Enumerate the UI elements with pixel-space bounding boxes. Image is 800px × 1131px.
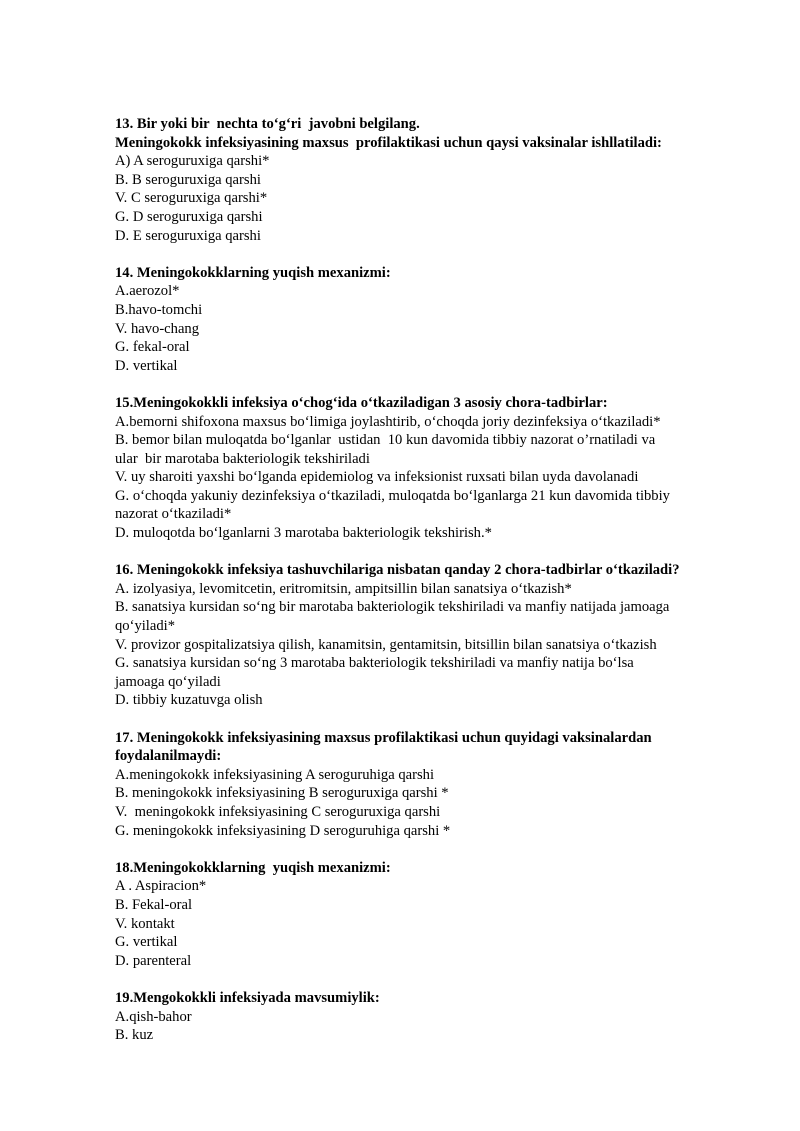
answer-option: D. E seroguruxiga qarshi [115,227,261,244]
answer-option: V. provizor gospitalizatsiya qilish, kanamitsin, gentamitsin, bitsillin bilan sanatsiya o‘tkazish [115,636,657,653]
question-title: 18.Meningokokklarning yuqish mexanizmi: [115,859,391,876]
question-15 [115,394,745,543]
answer-option: V. meningokokk infeksiyasining C seroguruxiga qarshi [115,803,441,820]
answer-option: D. parenteral [115,952,192,969]
answer-option: B. meningokokk infeksiyasining B seroguruxiga qarshi * [115,785,449,802]
answer-option: G. D seroguruxiga qarshi [115,208,263,225]
question-14 [115,264,745,376]
answer-option: G. fekal-oral [115,339,190,356]
answer-option: A.meningokokk infeksiyasining A seroguruhiga qarshi [115,766,434,783]
question-title: 13. Bir yoki bir nechta to‘g‘ri javobni belgilang. [115,116,420,132]
question-title: 14. Meningokokklarning yuqish mexanizmi: [115,264,391,281]
answer-option: B. sanatsiya kursidan so‘ng bir marotaba bakteriologik tekshiriladi va manfiy natijada jamoaga [115,599,670,616]
question-19 [115,989,745,1045]
answer-option: D. tibbiy kuzatuvga olish [115,692,263,709]
answer-option: G. vertikal [115,934,178,951]
answer-option: B. B seroguruxiga qarshi [115,171,261,188]
answer-option: V. uy sharoiti yaxshi bo‘lganda epidemiolog va infeksionist ruxsati bilan uyda davolanadi [115,469,639,486]
question-18 [115,859,745,971]
answer-option: V. C seroguruxiga qarshi* [115,190,268,207]
question-title: 19.Mengokokkli infeksiyada mavsumiylik: [115,989,380,1006]
question-title: 16. Meningokokk infeksiya tashuvchilariga nisbatan qanday 2 chora-tadbirlar o‘tkaziladi? [115,562,680,579]
answer-option: G. sanatsiya kursidan so‘ng 3 marotaba bakteriologik tekshiriladi va manfiy natija bo‘lsa [115,655,634,672]
answer-option: G. o‘choqda yakuniy dezinfeksiya o‘tkaziladi, muloqatda bo‘lganlarga 21 kun davomida tibbiy [115,487,670,504]
answer-option: A.aerozol* [115,283,180,300]
answer-option: qo‘yiladi* [115,618,175,635]
answer-option: ular bir marotaba bakteriologik tekshiriladi [115,450,370,467]
answer-option: V. kontakt [115,915,175,932]
question-16 [115,561,745,710]
question-title: 17. Meningokokk infeksiyasining maxsus profilaktikasi uchun quyidagi vaksinalardan [115,729,652,746]
answer-option: A . Aspiracion* [115,878,207,895]
answer-option: jamoaga qo‘yiladi [115,673,221,690]
answer-option: nazorat o‘tkaziladi* [115,506,232,523]
answer-option: B. kuz [115,1027,154,1044]
answer-option: A. izolyasiya, levomitcetin, eritromitsin, ampitsillin bilan sanatsiya o‘tkazish* [115,580,572,597]
answer-option: D. vertikal [115,357,178,374]
answer-option: B.havo-tomchi [115,301,203,318]
answer-option: B. Fekal-oral [115,896,193,913]
answer-option: D. muloqotda bo‘lganlarni 3 marotaba bakteriologik tekshirish.* [115,525,492,542]
answer-option: G. meningokokk infeksiyasining D seroguruhiga qarshi * [115,822,451,839]
answer-option: V. havo-chang [115,320,200,337]
document-page [115,115,745,1063]
answer-option: B. bemor bilan muloqatda bo‘lganlar ustidan 10 kun davomida tibbiy nazorat o’rnatiladi va [115,432,656,449]
question-title: foydalanilmaydi: [115,748,222,765]
answer-option: A.bemorni shifoxona maxsus bo‘limiga joylashtirib, o‘choqda joriy dezinfeksiya o‘tkaziladi* [115,413,661,430]
question-title: Meningokokk infeksiyasining maxsus profilaktikasi uchun qaysi vaksinalar ishllatiladi: [115,134,662,151]
question-13 [115,115,745,245]
question-title: 15.Meningokokkli infeksiya o‘chog‘ida o‘tkaziladigan 3 asosiy chora-tadbirlar: [115,394,608,411]
answer-option: A.qish-bahor [115,1008,192,1025]
answer-option: A) A seroguruxiga qarshi* [115,153,270,170]
question-17 [115,729,745,841]
